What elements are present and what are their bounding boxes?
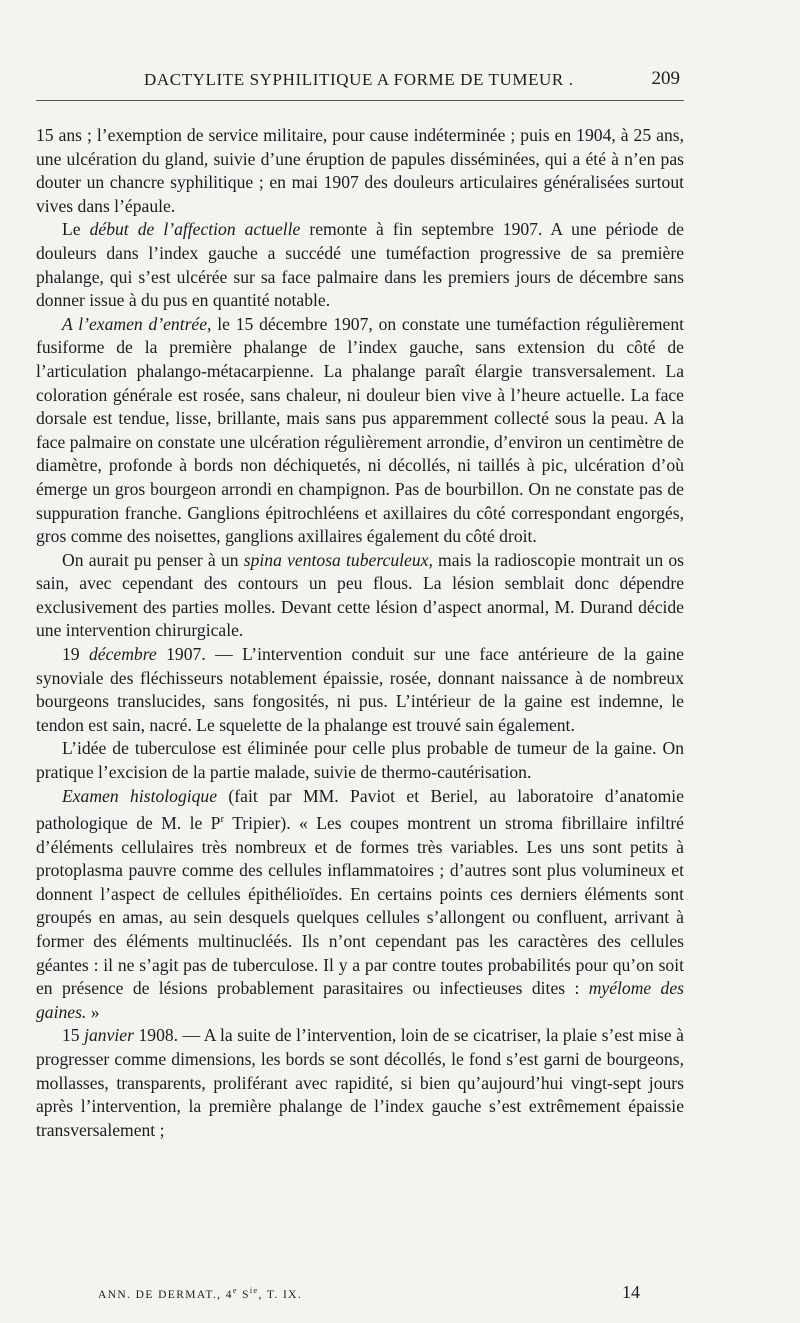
paragraph [36,737,684,784]
text-run: janvier [84,1025,134,1046]
text-run: r [220,813,225,826]
page-header [36,60,684,101]
journal-reference: ANN. DE DERMAT., 4e $S^{ie}$, T. IX. [98,1286,303,1301]
paragraph [36,124,684,218]
text-run: myélome des gaines. [36,978,685,1022]
text-run: Tripier). « Les coupes montrent un stroma fibrillaire infiltré d’éléments cellulaires très nombreux et de formes très variables. Les uns sont petits à protoplasma pauvre comme des cellules inflammatoires ; d’autres sont plus volumineux et donnent l’aspect de cellules épithélioïdes. En certains points ces derniers éléments sont groupés en amas, au sein desquels quelques cellules s’allongent ou confluent, arrivant à former des éléments multinucléés. Ils n’ont cependant pas les caractères des cellules géantes : il ne s’agit pas de tuberculose. Il y a par contre toutes probabilités pour qu’on soit en présence de lésions probablement parasitaires ou infectieuses dites : [36,813,684,999]
text-run: A l’examen d’entrée, [62,313,212,334]
signature-mark: 14 [622,1282,640,1302]
paragraph [36,1024,684,1142]
text-run: 15 [62,1025,85,1046]
body-text [36,124,684,1142]
paragraph [36,549,684,643]
text-run: spina ventosa tuberculeux, [243,549,433,570]
text-run: 1907. — L’intervention conduit sur une face antérieure de la gaine synoviale des fléchisseurs notablement épaissie, rosée, donnant naissance à de nombreux bourgeons translucides, sans fongosités, ni pus. L’intérieur de la gaine est indemne, le tendon est sain, nacré. Le squelette de la phalange est trouvé sain également. [36,644,684,735]
text-run: décembre [89,644,157,665]
text-run: 19 [62,644,89,665]
paragraph [36,313,684,549]
text-run: L’idée de tuberculose est éliminée pour celle plus probable de tumeur de la gaine. On pratique l’excision de la partie malade, suivie de thermo-cautérisation. [36,738,684,783]
page-number: 209 [651,68,680,89]
text-run: mais la radioscopie montrait un os sain, avec cependant des contours un peu flous. La lésion semblait donc dépendre exclusivement des parties molles. Devant cette lésion d’aspect anormal, M. Durand décide une intervention chirurgicale. [36,549,684,641]
text-run: (fait par MM. Paviot et Beriel, au laboratoire d’anatomie pathologique de M. le P [36,785,684,834]
text-run: On aurait pu penser à un [62,549,244,570]
text-run: début de l’affection actuelle [89,219,301,240]
text-run: le 15 décembre 1907, on constate une tuméfaction régulièrement fusiforme de la première phalange de l’index gauche, sans extension du côté de l’articulation phalango-métacarpienne. La phalange paraît élargie transversalement. La coloration générale est rosée, sans chaleur, ni douleur bien vive à l’heure actuelle. La face dorsale est tendue, lisse, brillante, mais sans pus apparemment collecté sous la peau. A la face palmaire on constate une ulcération régulièrement arrondie, d’environ un centimètre de diamètre, profonde à bords non déchiquetés, ni décollés, ni taillés à pic, ulcération d’où émerge un gros bourgeon arrondi en champignon. Pas de bourbillon. On ne constate pas de suppuration franche. Ganglions épitrochléens et axillaires du côté correspondant engorgés, gros comme des noisettes, ganglions axillaires également du côté droit. [36,313,685,547]
paragraph [36,643,684,737]
running-title: DACTYLITE SYPHILITIQUE A FORME DE TUMEUR . [144,70,574,89]
paragraph [36,785,684,1025]
text-run: 1908. — A la suite de l’intervention, loin de se cicatriser, la plaie s’est mise à progresser comme dimensions, les bords se sont décollés, le fond s’est garni de bourgeons, mollasses, transparents, proliférant avec rapidité, si bien qu’aujourd’hui vingt-sept jours après l’intervention, la première phalange de l’index gauche s’est extrêmement épaissie transversalement ; [36,1025,684,1140]
text-run: Examen histologique [62,785,218,806]
paragraph [36,218,684,312]
text-run: » [86,1001,100,1022]
text-run: 15 ans ; l’exemption de service militaire, pour cause indéterminée ; puis en 1904, à 25 ans, une ulcération du gland, suivie d’une éruption de papules disséminées, qui a été à n’en pas douter un chancre syphilitique ; en mai 1907 des douleurs articulaires généralisées surtout vives dans l’épaule. [36,125,684,216]
text-run: remonte à fin septembre 1907. A une période de douleurs dans l’index gauche a succédé une tuméfaction progressive de sa première phalange, qui s’est ulcérée sur sa face palmaire dans les premiers jours de décembre sans donner issue à du pus en quantité notable. [36,219,684,311]
document-page [36,60,684,1310]
text-run: Le [62,219,90,240]
page-footer [36,1282,684,1306]
